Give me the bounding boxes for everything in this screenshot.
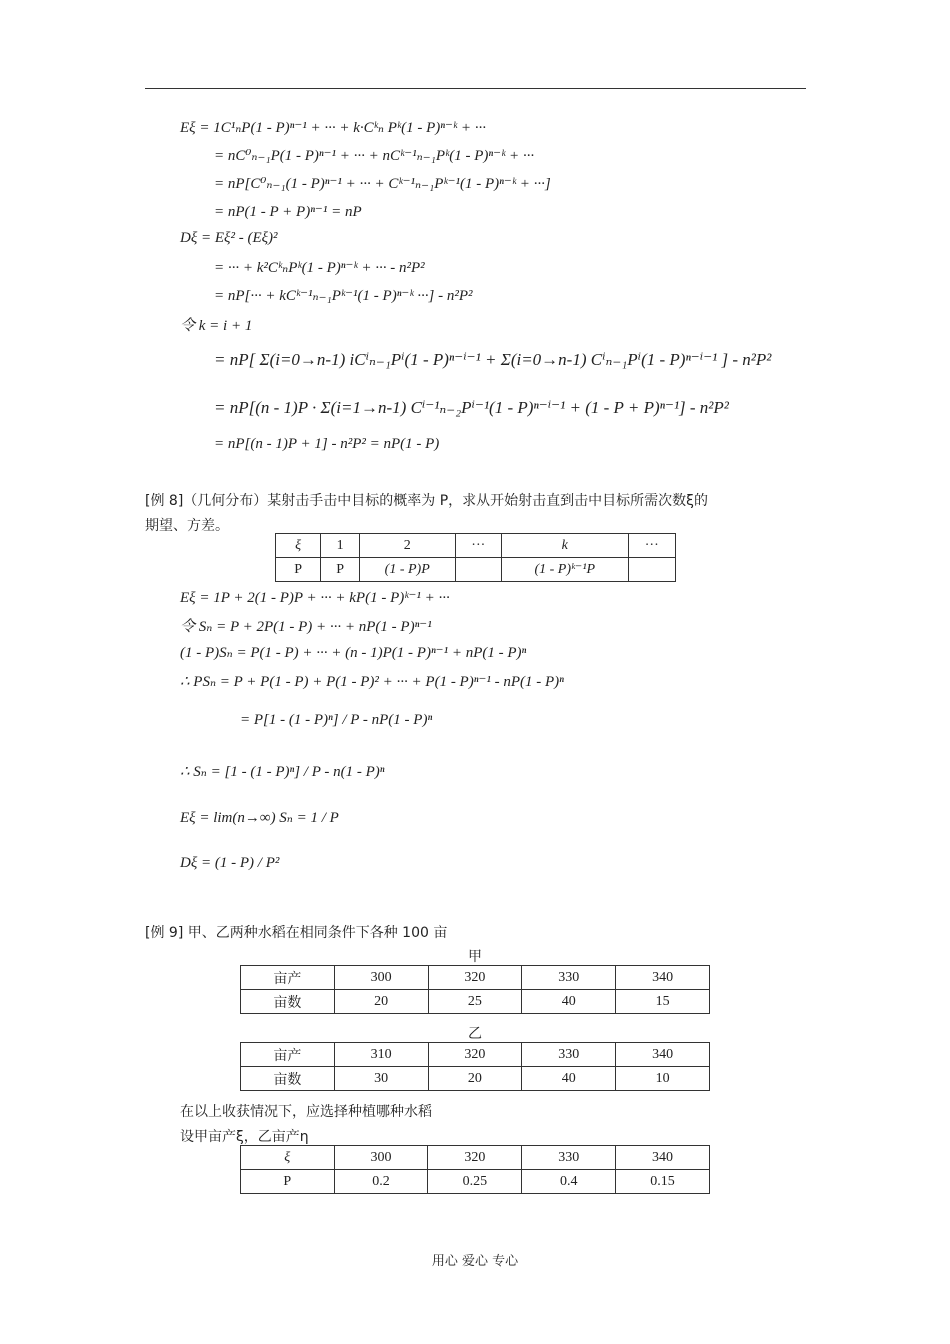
example9-question: 在以上收获情况下，应选择种植哪种水稻 <box>180 1104 432 1120</box>
table-cell: 330 <box>522 1043 616 1067</box>
table-cell: 10 <box>616 1067 710 1091</box>
example8-heading: [例 8]（几何分布）某射击手击中目标的概率为 P，求从开始射击直到击中目标所需次数ξ的 <box>145 493 708 509</box>
table-cell: 亩产 <box>241 966 335 990</box>
table-cell: 340 <box>616 1043 710 1067</box>
derivation-line: = nP[··· + kCᵏ⁻¹ₙ₋₁Pᵏ⁻¹(1 - P)ⁿ⁻ᵏ ···] - n²P² <box>214 288 473 304</box>
table-cell: 25 <box>428 990 522 1014</box>
table-cell: 2 <box>359 534 455 558</box>
table-cell: 0.25 <box>428 1170 522 1194</box>
derivation-line: Dξ = Eξ² - (Eξ)² <box>180 230 278 246</box>
derivation-line: 令 k = i + 1 <box>180 318 253 334</box>
table-row <box>241 1170 710 1194</box>
table-cell: 340 <box>616 966 710 990</box>
table-cell: 330 <box>522 966 616 990</box>
table-yi <box>240 1042 710 1091</box>
table-cell: 15 <box>616 990 710 1014</box>
derivation-line: = nP(1 - P + P)ⁿ⁻¹ = nP <box>214 204 362 220</box>
table-title-yi: 乙 <box>468 1026 482 1042</box>
example8-heading-cont: 期望、方差。 <box>145 518 229 534</box>
table-distribution <box>240 1145 710 1194</box>
table-cell: ξ <box>241 1146 335 1170</box>
table-title-jia: 甲 <box>468 949 482 965</box>
table-cell: 30 <box>334 1067 428 1091</box>
table-cell: 340 <box>616 1146 710 1170</box>
example8-table <box>275 533 676 582</box>
table-cell: P <box>321 558 359 582</box>
table-cell: ··· <box>455 534 501 558</box>
page-footer: 用心 爱心 专心 <box>431 1254 519 1269</box>
derivation-line: = nP[C⁰ₙ₋₁(1 - P)ⁿ⁻¹ + ··· + Cᵏ⁻¹ₙ₋₁Pᵏ⁻¹(1 - P)ⁿ⁻ᵏ + ···] <box>214 176 551 192</box>
derivation-line: = nP[(n - 1)P · Σ(i=1→n-1) Cⁱ⁻¹ₙ₋₂Pⁱ⁻¹(1 - P)ⁿ⁻ⁱ⁻¹ + (1 - P + P)ⁿ⁻¹] - n²P² <box>214 398 729 417</box>
table-cell: P <box>241 1170 335 1194</box>
derivation-line: Eξ = 1C¹ₙP(1 - P)ⁿ⁻¹ + ··· + k·Cᵏₙ Pᵏ(1 - P)ⁿ⁻ᵏ + ··· <box>180 120 486 136</box>
header-rule <box>145 88 806 89</box>
table-cell: 亩数 <box>241 990 335 1014</box>
table-row <box>241 1043 710 1067</box>
derivation-line: = nP[(n - 1)P + 1] - n²P² = nP(1 - P) <box>214 436 440 452</box>
table-cell: 310 <box>334 1043 428 1067</box>
derivation-line: = ··· + k²CᵏₙPᵏ(1 - P)ⁿ⁻ᵏ + ··· - n²P² <box>214 260 425 276</box>
example8-step: Dξ = (1 - P) / P² <box>180 855 280 871</box>
table-cell: ··· <box>628 534 675 558</box>
table-row <box>241 966 710 990</box>
example9-heading: [例 9] 甲、乙两种水稻在相同条件下各种 100 亩 <box>145 925 448 941</box>
table-row <box>241 1067 710 1091</box>
table-cell: 320 <box>428 1146 522 1170</box>
example8-step: 令 Sₙ = P + 2P(1 - P) + ··· + nP(1 - P)ⁿ⁻¹ <box>180 619 432 635</box>
table-row <box>276 558 676 582</box>
example8-step: = P[1 - (1 - P)ⁿ] / P - nP(1 - P)ⁿ <box>240 712 433 728</box>
table-row <box>241 990 710 1014</box>
table-cell: 0.15 <box>616 1170 710 1194</box>
example8-step: Eξ = lim(n→∞) Sₙ = 1 / P <box>180 810 339 826</box>
derivation-line: = nC⁰ₙ₋₁P(1 - P)ⁿ⁻¹ + ··· + nCᵏ⁻¹ₙ₋₁Pᵏ(1 - P)ⁿ⁻ᵏ + ··· <box>214 148 535 164</box>
table-cell: ξ <box>276 534 321 558</box>
table-cell: 330 <box>522 1146 616 1170</box>
table-row <box>276 534 676 558</box>
table-cell: P <box>276 558 321 582</box>
table-cell: 40 <box>522 990 616 1014</box>
table-cell: 320 <box>428 966 522 990</box>
table-row <box>241 1146 710 1170</box>
table-cell: 20 <box>428 1067 522 1091</box>
table-cell <box>628 558 675 582</box>
table-cell: (1 - P)ᵏ⁻¹P <box>502 558 628 582</box>
table-cell: 1 <box>321 534 359 558</box>
table-cell: 0.4 <box>522 1170 616 1194</box>
table-cell <box>455 558 501 582</box>
example8-step: Eξ = 1P + 2(1 - P)P + ··· + kP(1 - P)ᵏ⁻¹ + ··· <box>180 590 450 606</box>
table-cell: 320 <box>428 1043 522 1067</box>
table-cell: 40 <box>522 1067 616 1091</box>
table-cell: 亩数 <box>241 1067 335 1091</box>
example8-step: ∴ Sₙ = [1 - (1 - P)ⁿ] / P - n(1 - P)ⁿ <box>180 764 385 780</box>
derivation-line: = nP[ Σ(i=0→n-1) iCⁱₙ₋₁Pⁱ(1 - P)ⁿ⁻ⁱ⁻¹ + Σ(i=0→n-1) Cⁱₙ₋₁Pⁱ(1 - P)ⁿ⁻ⁱ⁻¹ ] - n²P² <box>214 350 772 369</box>
example9-setup: 设甲亩产ξ，乙亩产η <box>180 1129 309 1145</box>
table-cell: (1 - P)P <box>359 558 455 582</box>
example8-step: (1 - P)Sₙ = P(1 - P) + ··· + (n - 1)P(1 - P)ⁿ⁻¹ + nP(1 - P)ⁿ <box>180 645 527 661</box>
example8-step: ∴ PSₙ = P + P(1 - P) + P(1 - P)² + ··· + P(1 - P)ⁿ⁻¹ - nP(1 - P)ⁿ <box>180 674 564 690</box>
table-cell: 亩产 <box>241 1043 335 1067</box>
table-jia <box>240 965 710 1014</box>
table-cell: k <box>502 534 628 558</box>
table-cell: 0.2 <box>334 1170 428 1194</box>
table-cell: 20 <box>334 990 428 1014</box>
table-cell: 300 <box>334 1146 428 1170</box>
table-cell: 300 <box>334 966 428 990</box>
